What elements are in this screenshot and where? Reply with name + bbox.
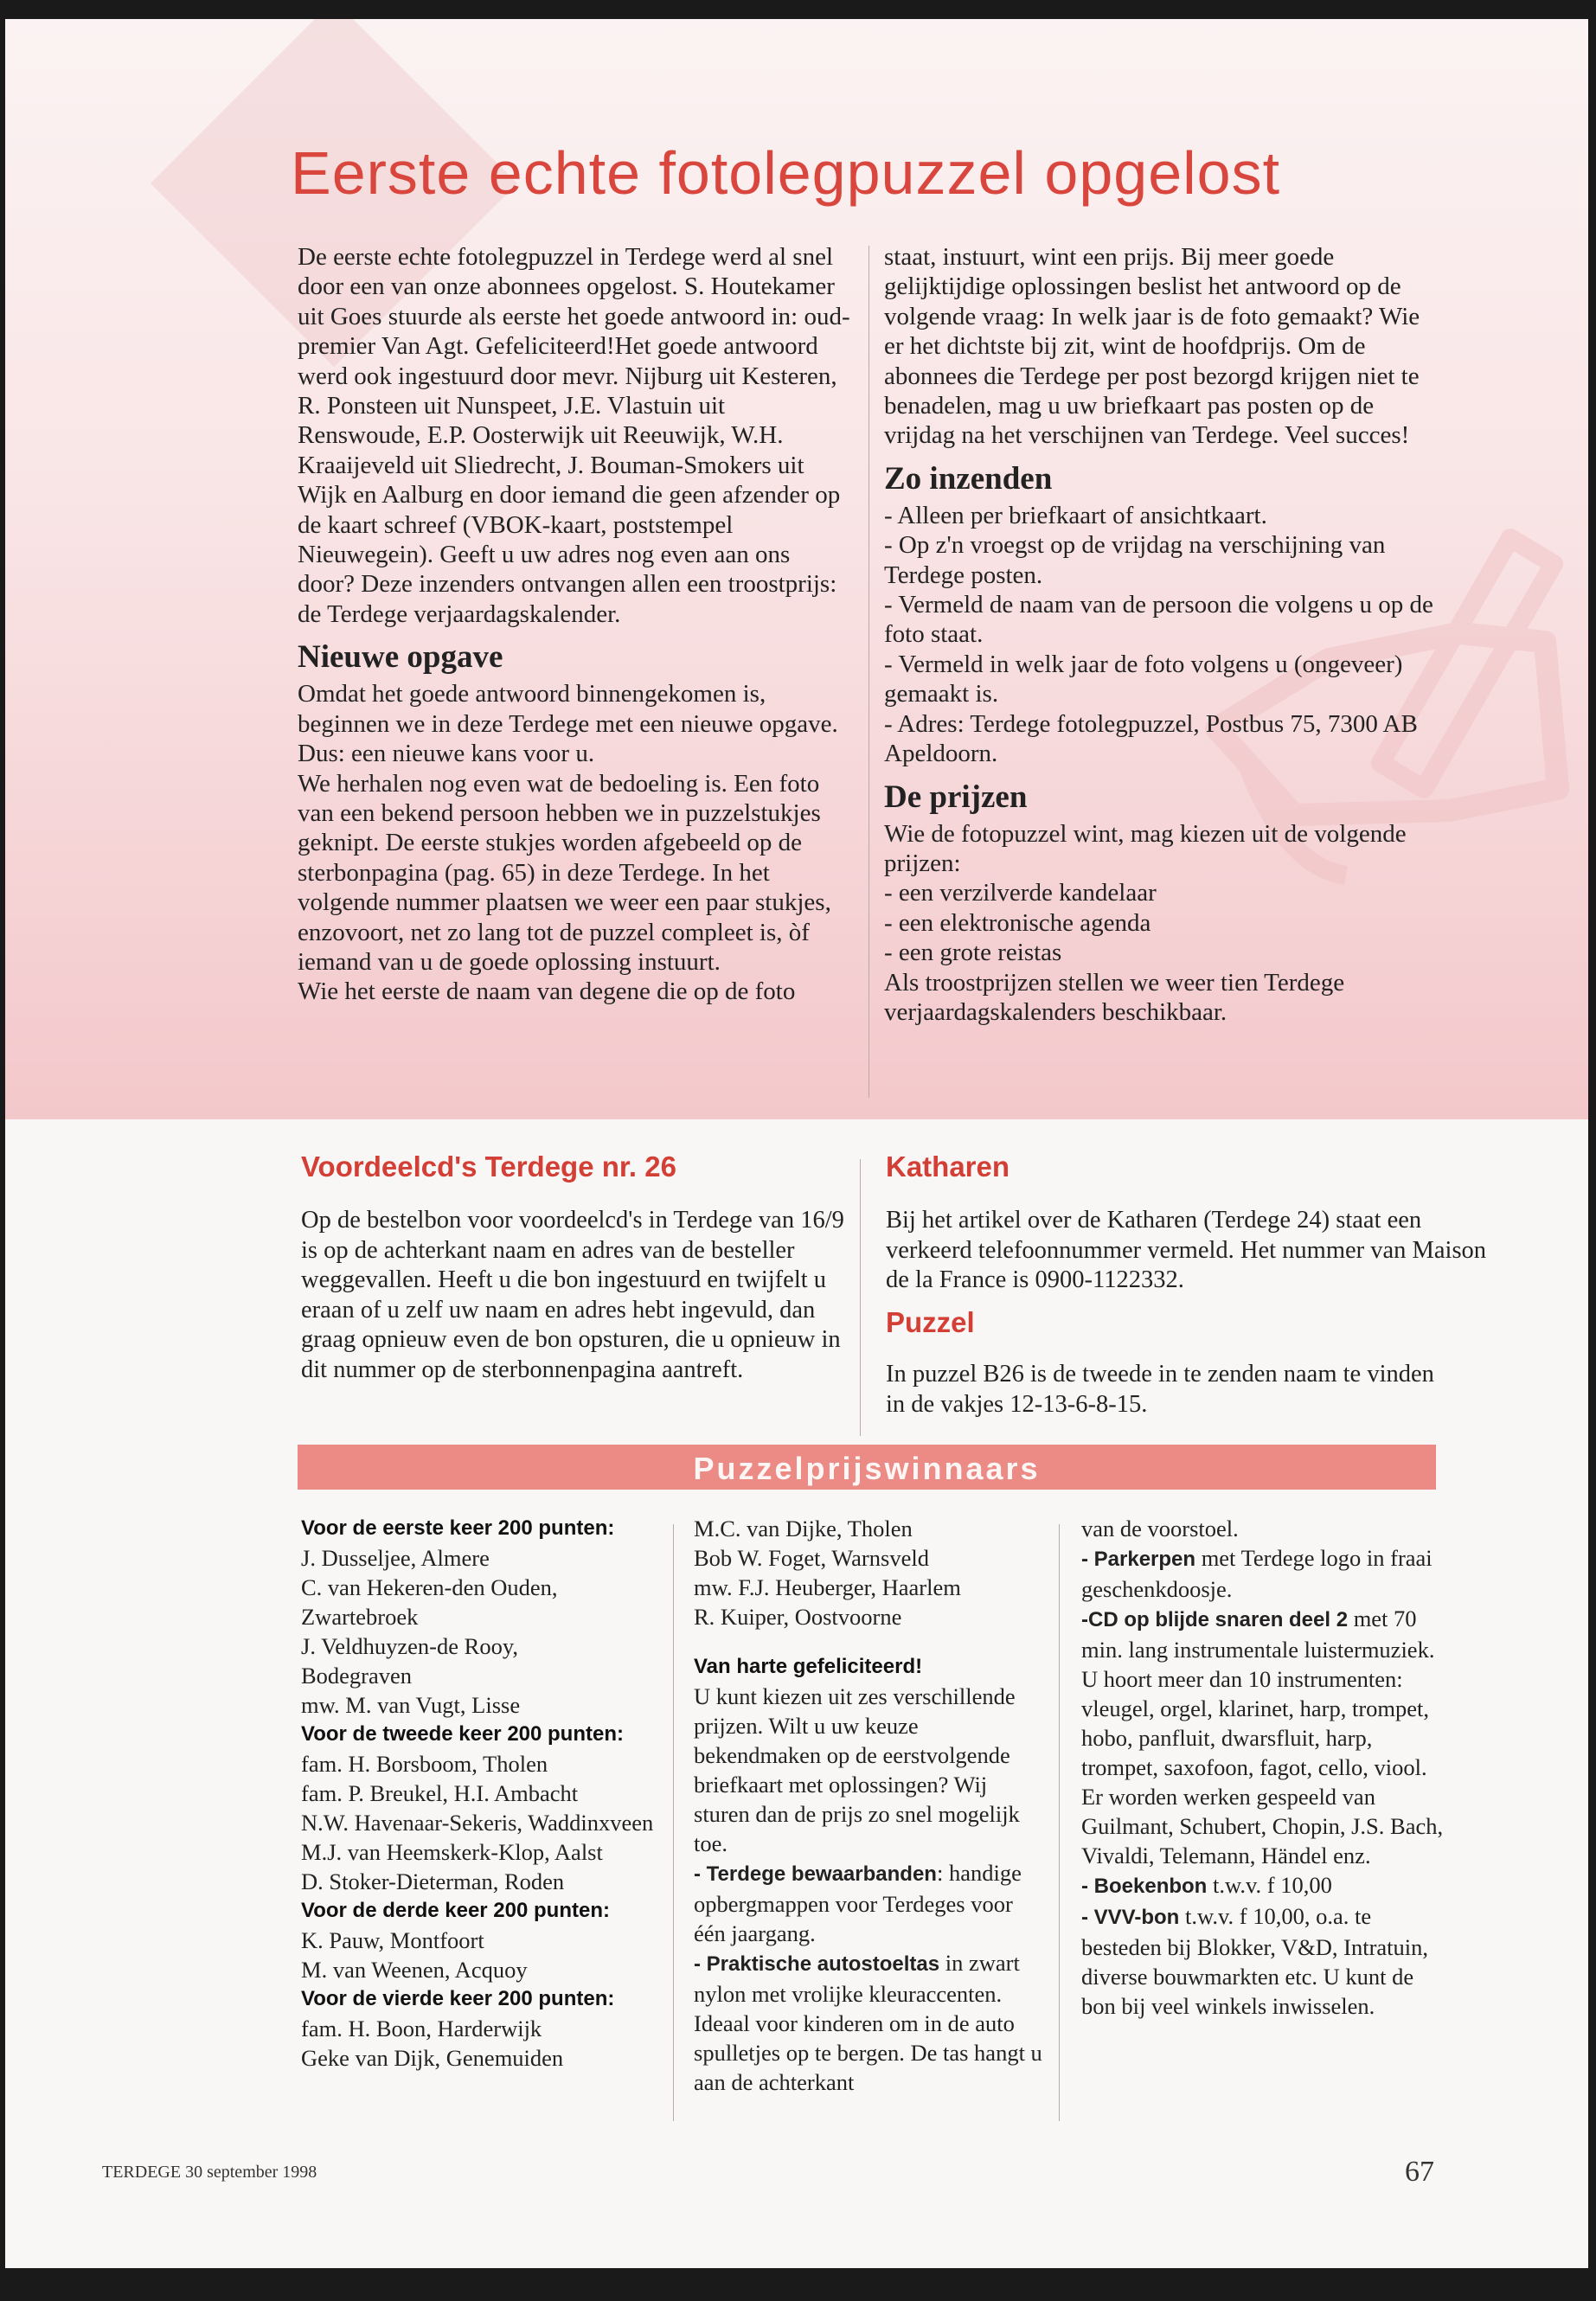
points-category-heading: Voor de vierde keer 200 punten: [301, 1987, 615, 2010]
winner-name: M.C. van Dijke, Tholen [694, 1516, 913, 1541]
winner-name: mw. F.J. Heuberger, Haarlem [694, 1574, 961, 1600]
winner-name: fam. H. Borsboom, Tholen [301, 1751, 548, 1777]
prize-label: - VVV-bon [1081, 1906, 1180, 1929]
puzzel-heading: Puzzel [886, 1306, 975, 1338]
footer-magazine: TERDEGE 30 september 1998 [102, 2163, 317, 2182]
inzenden-item: - Vermeld in welk jaar de foto volgens u (ongeveer) gemaakt is. [884, 650, 1403, 708]
winner-name: C. van Hekeren-den Ouden, [301, 1574, 558, 1600]
prize-description: met 70 min. lang instrumentale luistermuziek. U hoort meer dan 10 instrumenten: vleugel, orgel, klarinet, harp, trompet, hobo, panfluit, dwarsfluit, harp, trompet, saxofoon, fagot, cello, viool. Er worden werken gespeeld van Guilmant, Schubert, Chopin, J.S. Bach, Vivaldi, Telemann, Händel enz. [1081, 1606, 1444, 1868]
inzenden-item: - Vermeld de naam van de persoon die volgens u op de foto staat. [884, 591, 1433, 649]
prize-label: -CD op blijde snaren deel 2 [1081, 1608, 1349, 1631]
article-column-1 [298, 242, 851, 1007]
winner-name: Bodegraven [301, 1663, 413, 1689]
prijzen-outro: Als troostprijzen stellen we weer tien Terdege verjaardagskalenders beschikbaar. [884, 968, 1345, 1026]
winner-name: mw. M. van Vugt, Lisse [301, 1692, 521, 1718]
prize-label: - Praktische autostoeltas [694, 1952, 940, 1976]
prijzen-item: - een verzilverde kandelaar [884, 879, 1157, 907]
winner-name: fam. P. Breukel, H.I. Ambacht [301, 1780, 579, 1806]
winners-column-2 [694, 1514, 1043, 2097]
gefeliciteerd-heading: Van harte gefeliciteerd! [694, 1655, 923, 1678]
points-category-heading: Voor de eerste keer 200 punten: [301, 1516, 615, 1540]
prize-label: - Terdege bewaarbanden [694, 1862, 937, 1886]
prize-vvv-bon [1081, 1901, 1445, 2021]
winner-name: J. Veldhuyzen-de Rooy, [301, 1633, 518, 1659]
prize-autostoeltas [694, 1948, 1043, 2097]
prize-description: in zwart nylon met vrolijke kleuraccenten. Ideaal voor kinderen om in de auto spulletjes op te bergen. De tas hangt u aan de achterkant [694, 1950, 1042, 2095]
winner-name: D. Stoker-Dieterman, Roden [301, 1868, 565, 1894]
winner-name: M. van Weenen, Acquoy [301, 1957, 528, 1983]
inzenden-item: - Op z'n vroegst op de vrijdag na verschijning van Terdege posten. [884, 531, 1386, 589]
points-category-heading: Voor de derde keer 200 punten: [301, 1899, 610, 1922]
prize-cd [1081, 1604, 1445, 1870]
puzzel-text: In puzzel B26 is de tweede in te zenden naam te vinden in de vakjes 12-13-6-8-15. [886, 1361, 1434, 1418]
puzzelprijswinnaars-bar [298, 1445, 1436, 1490]
katharen-heading: Katharen [886, 1150, 1010, 1183]
prize-boekenbon [1081, 1870, 1445, 1901]
nieuwe-opgave-heading: Nieuwe opgave [298, 639, 503, 676]
winner-name: Bob W. Foget, Warnsveld [694, 1545, 929, 1571]
prijzen-item: - een elektronische agenda [884, 908, 1151, 937]
winner-name: fam. H. Boon, Harderwijk [301, 2016, 542, 2041]
column-divider [1059, 1524, 1060, 2121]
prize-description: : handige opbergmappen voor Terdeges voor één jaargang. [694, 1860, 1022, 1946]
inzenden-item: - Alleen per briefkaart of ansichtkaart. [884, 501, 1267, 529]
katharen-text: Bij het artikel over de Katharen (Terdege 24) staat een verkeerd telefoonnummer vermeld. Het nummer van Maison de la France is 0900-1122332. [886, 1207, 1487, 1293]
rules-paragraph: staat, instuurt, wint een prijs. Bij meer goede gelijktijdige oplossingen beslist het antwoord op de volgende vraag: In welk jaar is de foto gemaakt? Wie er het dichtste bij zit, wint de hoofdprijs. Om de abonnees die Terdege per post bezorgd krijgen niet te benadelen, mag u uw briefkaart pas posten op de vrijdag na het verschijnen van Terdege. Veel succes! [884, 243, 1420, 450]
winner-name: Geke van Dijk, Genemuiden [301, 2045, 564, 2071]
nieuwe-paragraph-3: Wie het eerste de naam van degene die op de foto [298, 977, 796, 1006]
prize-continuation: van de voorstoel. [1081, 1516, 1239, 1541]
voordeelcd-heading: Voordeelcd's Terdege nr. 26 [301, 1150, 676, 1183]
prize-bewaarbanden [694, 1858, 1043, 1948]
column-divider [673, 1524, 674, 2121]
prijzen-intro: Wie de fotopuzzel wint, mag kiezen uit de volgende prijzen: [884, 819, 1407, 877]
inzenden-item: - Adres: Terdege fotolegpuzzel, Postbus 75, 7300 AB Apeldoorn. [884, 709, 1418, 768]
winner-name: M.J. van Heemskerk-Klop, Aalst [301, 1839, 603, 1865]
de-prijzen-heading: De prijzen [884, 779, 1028, 815]
article-title: Eerste echte fotolegpuzzel opgelost [291, 139, 1281, 207]
nieuwe-paragraph-1: Omdat het goede antwoord binnengekomen is, beginnen we in deze Terdege met een nieuwe opgave. Dus: een nieuwe kans voor u. [298, 680, 838, 768]
prize-description: t.w.v. f 10,00 [1207, 1872, 1332, 1898]
winner-name: Zwartebroek [301, 1604, 419, 1630]
winner-name: J. Dusseljee, Almere [301, 1545, 490, 1571]
prize-label: - Boekenbon [1081, 1875, 1208, 1898]
voordeelcd-text: Op de bestelbon voor voordeelcd's in Terdege van 16/9 is op de achterkant naam en adres van de besteller weggevallen. Heeft u die bon ingestuurd en twijfelt u eraan of u zelf uw naam en adres hebt ingevuld, dan graag opnieuw even de bon opsturen, die u opnieuw in dit nummer op de sterbonnenpagina aantreft. [301, 1207, 844, 1383]
article-column-2 [884, 242, 1438, 1027]
prize-label: - Parkerpen [1081, 1548, 1196, 1571]
zo-inzenden-heading: Zo inzenden [884, 460, 1053, 497]
page-number: 67 [1405, 2156, 1434, 2188]
prize-description: t.w.v. f 10,00, o.a. te besteden bij Blokker, V&D, Intratuin, diverse bouwmarkten etc. U kunt de bon bij veel winkels inwisselen. [1081, 1903, 1429, 2019]
winner-name: K. Pauw, Montfoort [301, 1927, 484, 1953]
column-divider [860, 1159, 861, 1436]
winner-name: R. Kuiper, Oostvoorne [694, 1604, 902, 1630]
prize-intro: U kunt kiezen uit zes verschillende prijzen. Wilt u uw keuze bekendmaken op de eerstvolgende briefkaart met oplossingen? Wij sturen dan de prijs zo snel mogelijk toe. [694, 1683, 1020, 1856]
points-category-heading: Voor de tweede keer 200 punten: [301, 1722, 624, 1746]
intro-paragraph: De eerste echte fotolegpuzzel in Terdege werd al snel door een van onze abonnees opgelost. S. Houtekamer uit Goes stuurde als eerste het goede antwoord in: oud-premier Van Agt. Gefeliciteerd!Het goede antwoord werd ook ingestuurd door mevr. Nijburg uit Kesteren, R. Ponsteen uit Nunspeet, J.E. Vlastuin uit Renswoude, E.P. Oosterwijk uit Reeuwijk, W.H. Kraaijeveld uit Sliedrecht, J. Bouman-Smokers uit Wijk en Aalburg en door iemand die geen afzender op de kaart schreef (VBOK-kaart, poststempel Nieuwegein). Geeft u uw adres nog even aan ons door? Deze inzenders ontvangen allen een troostprijs: de Terdege verjaardagskalender. [298, 243, 850, 628]
prize-parkerpen [1081, 1543, 1445, 1604]
winners-column-1 [301, 1514, 664, 2073]
prijzen-item: - een grote reistas [884, 939, 1062, 967]
winners-column-3 [1081, 1514, 1445, 2021]
magazine-page [5, 19, 1588, 2268]
puzzelprijswinnaars-title: Puzzelprijswinnaars [693, 1451, 1041, 1486]
prize-description: met Terdege logo in fraai geschenkdoosje. [1081, 1545, 1433, 1602]
nieuwe-paragraph-2: We herhalen nog even wat de bedoeling is. Een foto van een bekend persoon hebben we in puzzelstukjes geknipt. De eerste stukjes worden afgebeeld op de sterbonpagina (pag. 65) in deze Terdege. In het volgende nummer plaatsen we weer een paar stukjes, enzovoort, net zo lang tot de puzzel compleet is, òf iemand van u de goede oplossing instuurt. [298, 769, 831, 976]
winner-name: N.W. Havenaar-Sekeris, Waddinxveen [301, 1810, 654, 1836]
